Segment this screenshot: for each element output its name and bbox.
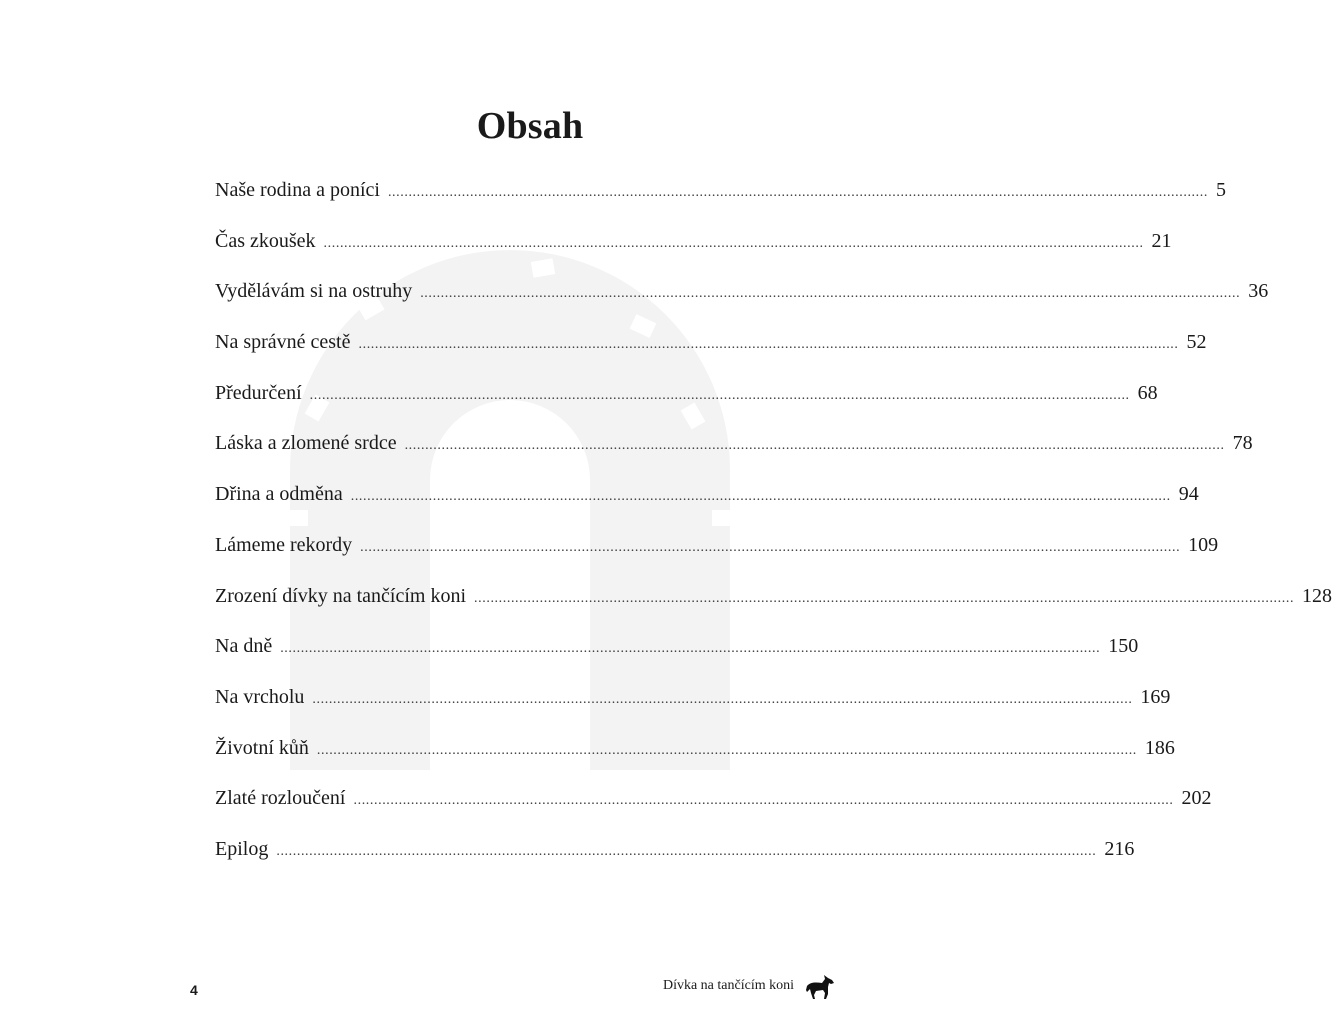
toc-entry [215, 172, 1226, 223]
toc-entry [215, 223, 1172, 274]
toc-entry-page: 52 [1186, 331, 1207, 354]
toc-entry-page: 78 [1232, 432, 1253, 455]
toc-entry-title: Čas zkoušek [215, 229, 316, 252]
toc-leader-dots: ........................................................................................................................................................................................................ [387, 185, 1208, 200]
toc-entry [215, 679, 1171, 730]
toc-entry [215, 780, 1212, 831]
toc-entry [215, 628, 1139, 679]
toc-entry [215, 730, 1175, 781]
toc-leader-dots: ........................................................................................................................................................................................................ [323, 235, 1144, 251]
toc-leader-dots: ........................................................................................................................................................................................................ [350, 489, 1171, 505]
toc-entry-title: Zrození dívky na tančícím koni [215, 584, 467, 607]
toc-leader-dots: ........................................................................................................................................................................................................ [353, 793, 1174, 809]
toc-leader-dots: ........................................................................................................................................................................................................ [312, 691, 1133, 707]
toc-entry [215, 831, 1135, 882]
toc-entry-page: 169 [1140, 685, 1171, 708]
toc-leader-dots: ........................................................................................................................................................................................................ [360, 539, 1181, 555]
toc-leader-dots: ........................................................................................................................................................................................................ [309, 387, 1130, 403]
toc-entry-title: Dřina a odměna [215, 483, 343, 506]
toc-leader-dots: ........................................................................................................................................................................................................ [404, 438, 1225, 454]
toc-entry-title: Láska a zlomené srdce [215, 432, 397, 455]
toc-entry-title: Na vrcholu [215, 685, 305, 708]
toc-entry-page: 216 [1104, 837, 1135, 860]
page-number: 4 [190, 982, 198, 998]
toc-entry-page: 128 [1302, 584, 1332, 607]
toc-entry-title: Epilog [215, 837, 269, 860]
toc-entry [215, 527, 1219, 578]
toc-entry-title: Lámeme rekordy [215, 533, 353, 556]
toc-entry-title: Na správné cestě [215, 331, 351, 354]
toc-leader-dots: ........................................................................................................................................................................................................ [316, 742, 1137, 758]
toc-entry [215, 375, 1158, 426]
toc-entry [215, 476, 1199, 527]
toc-leader-dots: ........................................................................................................................................................................................................ [358, 337, 1179, 353]
toc-entry-page: 109 [1188, 533, 1219, 556]
toc-entry [215, 425, 1253, 476]
toc-entry-page: 36 [1248, 280, 1269, 303]
table-of-contents [215, 172, 1332, 882]
toc-leader-dots: ........................................................................................................................................................................................................ [276, 843, 1097, 859]
horse-icon [804, 974, 836, 1000]
toc-entry-title: Zlaté rozloučení [215, 787, 346, 810]
toc-entry-page: 94 [1178, 483, 1199, 506]
toc-entry [215, 273, 1269, 324]
toc-entry-page: 150 [1108, 635, 1139, 658]
toc-entry-page: 202 [1181, 787, 1212, 810]
toc-entry-title: Na dně [215, 635, 273, 658]
toc-leader-dots: ........................................................................................................................................................................................................ [420, 286, 1241, 302]
toc-leader-dots: ........................................................................................................................................................................................................ [280, 641, 1101, 657]
toc-entry-title: Předurčení [215, 381, 302, 404]
page-title: Obsah [476, 105, 584, 147]
toc-entry [215, 578, 1332, 629]
toc-entry-page: 21 [1151, 229, 1172, 252]
toc-entry-title: Naše rodina a poníci [215, 179, 380, 201]
toc-entry [215, 324, 1207, 375]
toc-leader-dots: ........................................................................................................................................................................................................ [474, 590, 1295, 606]
running-title: Dívka na tančícím koni [662, 978, 794, 993]
toc-entry-title: Vydělávám si na ostruhy [215, 280, 413, 303]
toc-entry-page: 186 [1144, 736, 1175, 759]
toc-entry-page: 5 [1215, 179, 1226, 201]
toc-entry-title: Životní kůň [215, 736, 309, 759]
toc-entry-page: 68 [1137, 381, 1158, 404]
